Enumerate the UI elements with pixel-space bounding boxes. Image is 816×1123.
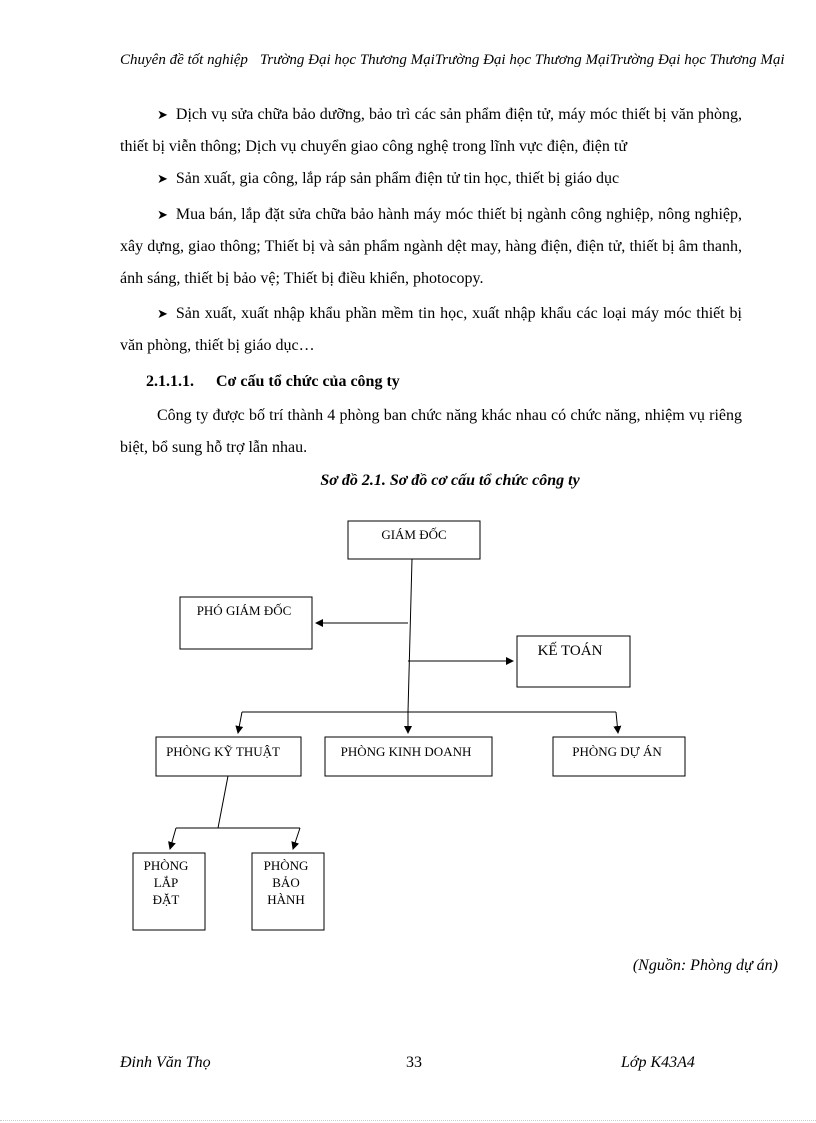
source-note: (Nguồn: Phòng dự án) bbox=[632, 957, 778, 974]
project-label: PHÒNG DỰ ÁN bbox=[572, 744, 662, 759]
page-divider bbox=[0, 1120, 816, 1121]
trunk-line bbox=[408, 559, 412, 712]
technical-down-line bbox=[218, 776, 228, 828]
bullet-text: Sản xuất, gia công, lắp ráp sản phẩm điện tử tin học, thiết bị giáo dục bbox=[175, 170, 620, 187]
bullet-text: Dịch vụ sửa chữa bảo dưỡng, bảo trì các sản phẩm điện tử, máy móc thiết bị văn phòng, thiết bị viễn thông; Dịch vụ chuyển giao công nghệ trong lĩnh vực điện, điện tử bbox=[120, 106, 742, 155]
warranty-label-3: HÀNH bbox=[267, 892, 305, 907]
accounting-label: KẾ TOÁN bbox=[537, 643, 603, 659]
arrow-bullet-icon: ➤ bbox=[157, 171, 168, 186]
business-label: PHÒNG KINH DOANH bbox=[340, 744, 472, 759]
technical-label: PHÒNG KỸ THUẬT bbox=[166, 744, 280, 759]
header-left: Chuyên đề tốt nghiệp bbox=[120, 52, 248, 68]
page-number: 33 bbox=[406, 1054, 422, 1071]
arrow-to-technical bbox=[238, 712, 242, 733]
arrow-to-install bbox=[170, 828, 176, 849]
arrow-to-warranty bbox=[293, 828, 300, 849]
bullet-text: Sản xuất, xuất nhập khẩu phần mềm tin học, xuất nhập khẩu các loại máy móc thiết bị văn phòng, thiết bị giáo dục… bbox=[120, 305, 742, 354]
footer-author: Đinh Văn Thọ bbox=[120, 1054, 211, 1071]
arrow-bullet-icon: ➤ bbox=[157, 107, 168, 122]
director-label: GIÁM ĐỐC bbox=[381, 527, 447, 542]
footer-class: Lớp K43A4 bbox=[621, 1054, 695, 1071]
arrow-bullet-icon: ➤ bbox=[157, 306, 168, 321]
warranty-label-1: PHÒNG bbox=[263, 858, 309, 873]
install-label-3: ĐẶT bbox=[152, 892, 180, 907]
figure-caption: Sơ đồ 2.1. Sơ đồ cơ cấu tổ chức công ty bbox=[320, 472, 580, 489]
header-right: Trường Đại học Thương MạiTrường Đại học Thương MạiTrường Đại học Thương Mại bbox=[259, 52, 785, 68]
install-label-2: LẮP bbox=[153, 875, 179, 890]
section-number: 2.1.1.1. bbox=[146, 373, 194, 390]
arrow-to-project bbox=[616, 712, 618, 733]
install-label-1: PHÒNG bbox=[143, 858, 189, 873]
arrow-bullet-icon: ➤ bbox=[157, 207, 168, 222]
bullet-text: Mua bán, lắp đặt sửa chữa bảo hành máy móc thiết bị ngành công nghiệp, nông nghiệp, xây dựng, giao thông; Thiết bị và sản phẩm ngành dệt may, hàng điện, điện tử, thiết bị âm thanh, ánh sáng, thiết bị bảo vệ; Thiết bị điều khiển, photocopy. bbox=[120, 206, 742, 287]
deputy-label: PHÓ GIÁM ĐỐC bbox=[196, 603, 292, 618]
section-title: Cơ cấu tổ chức của công ty bbox=[216, 373, 400, 390]
warranty-label-2: BẢO bbox=[272, 875, 300, 890]
intro-paragraph: Công ty được bố trí thành 4 phòng ban chức năng khác nhau có chức năng, nhiệm vụ riêng biệt, bổ sung hỗ trợ lẫn nhau. bbox=[120, 407, 742, 456]
